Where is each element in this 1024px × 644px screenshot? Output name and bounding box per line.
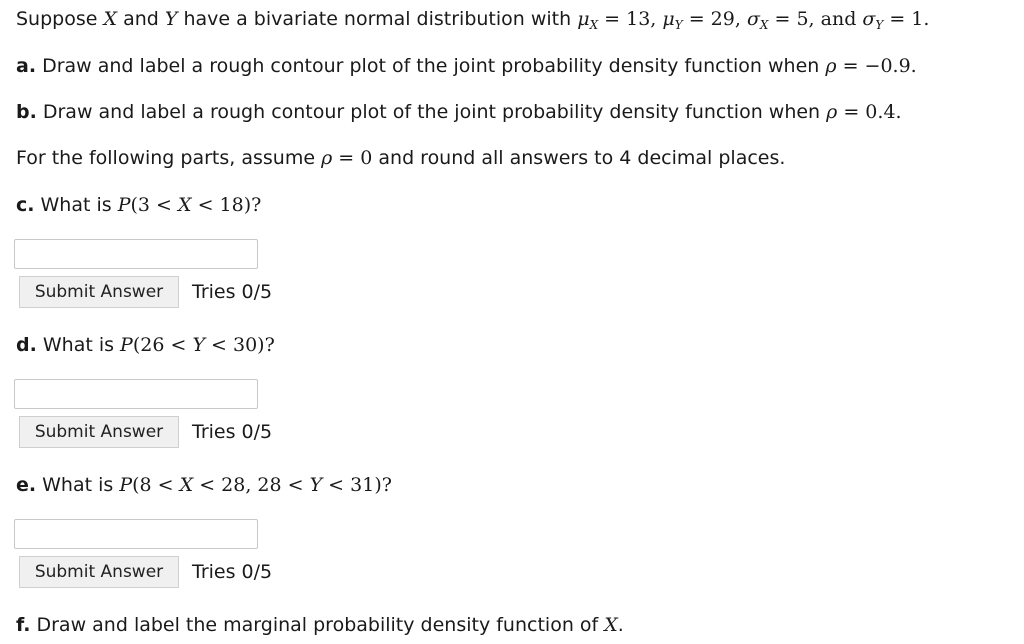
part-e-label: e. [16, 474, 37, 496]
intro-lead: Suppose [16, 8, 98, 30]
rho-value: = −0.9. [836, 55, 917, 77]
part-f-end: . [617, 614, 624, 636]
submit-answer-d-button[interactable]: Submit Answer [19, 416, 179, 448]
part-c-text: What is [34, 194, 118, 216]
part-e [16, 474, 392, 496]
intro-and: and [123, 8, 159, 30]
var-x: X [604, 614, 618, 636]
intro-params: $\mu_X = 13$, $\mu_Y = 29$, $\sigma_X = 5$, and $\sigma_Y = 1$. [577, 8, 930, 32]
part-b-text: Draw and label a rough contour plot of the joint probability density function when [36, 101, 827, 123]
part-c-label: c. [16, 194, 35, 216]
answer-c-input[interactable] [14, 239, 258, 269]
prob-symbol: P [119, 474, 133, 496]
rho-symbol: ρ [321, 147, 333, 169]
answer-d-input[interactable] [14, 379, 258, 409]
prob-var: Y [192, 334, 205, 356]
part-e-text: What is [36, 474, 120, 496]
prob-var-y: Y [309, 474, 323, 496]
rho-symbol: ρ [826, 101, 838, 123]
submit-answer-c-button[interactable]: Submit Answer [19, 276, 179, 308]
part-a-label: a. [16, 55, 37, 77]
prob-symbol: P [117, 194, 131, 216]
part-f-text: Draw and label the marginal probability density function of [30, 614, 605, 636]
assumption-text [16, 147, 785, 169]
prob-close: < 30)? [204, 334, 275, 356]
part-f-label: f. [16, 614, 31, 636]
prob-open: (26 < [132, 334, 193, 356]
var-x: X [103, 8, 118, 30]
prob-open: (3 < [130, 194, 178, 216]
intro-mid: have a bivariate normal distribution with [183, 8, 572, 30]
prob-close: < 18)? [191, 194, 262, 216]
part-d [16, 334, 275, 356]
prob-var-x: X [179, 474, 194, 496]
part-a-text: Draw and label a rough contour plot of the joint probability density function when [36, 55, 826, 77]
rho-value: = 0.4. [837, 101, 902, 123]
part-f [16, 614, 624, 636]
part-d-label: d. [16, 334, 37, 356]
intro-text [16, 8, 929, 32]
prob-mid: < 28, 28 < [193, 474, 310, 496]
answer-e-input[interactable] [14, 519, 258, 549]
tries-c: Tries 0/5 [192, 281, 273, 303]
assume-post: and round all answers to 4 decimal places. [372, 147, 786, 169]
prob-var: X [178, 194, 192, 216]
tries-e: Tries 0/5 [192, 561, 273, 583]
part-c [16, 194, 261, 216]
submit-answer-e-button[interactable]: Submit Answer [19, 556, 179, 588]
tries-d: Tries 0/5 [192, 421, 273, 443]
prob-symbol: P [120, 334, 133, 356]
rho-value: = 0 [332, 147, 373, 169]
prob-open: (8 < [132, 474, 180, 496]
part-b-label: b. [16, 101, 37, 123]
prob-close: < 31)? [322, 474, 392, 496]
part-d-text: What is [36, 334, 121, 356]
part-a [16, 55, 917, 77]
assume-pre: For the following parts, assume [16, 147, 322, 169]
var-y: Y [164, 8, 178, 30]
part-b [16, 101, 902, 123]
rho-symbol: ρ [825, 55, 837, 77]
